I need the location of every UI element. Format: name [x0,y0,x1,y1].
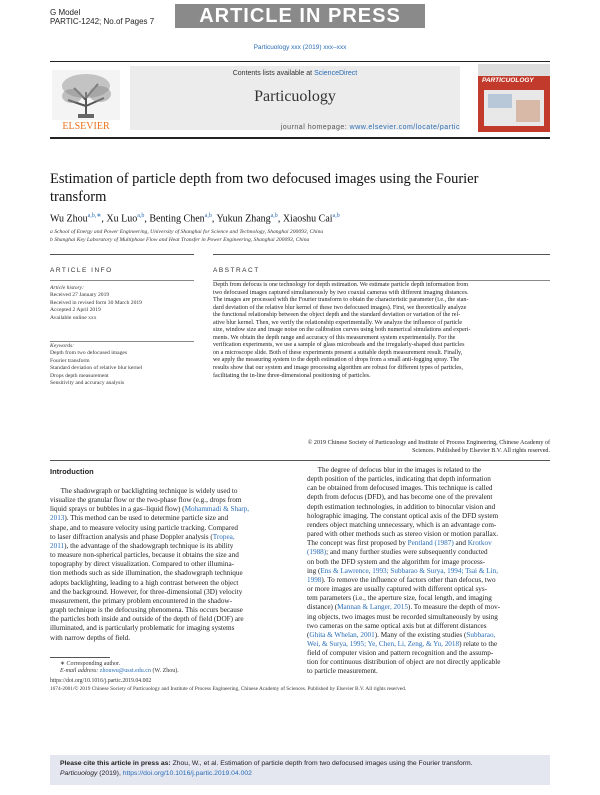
affiliation-b: b Shanghai Key Laboratory of Multiphase Flow and Heat Transfer in Power Engineering, Shanghai 200093, China [50,237,310,243]
header-rule-top [50,61,550,62]
reference-link[interactable]: (1988) [307,548,327,557]
body-line: (Ghita & Whelan, 2001). Many of the existing studies (Subbarao, [307,630,496,639]
abstract-text [213,282,550,380]
author-affiliation-marker[interactable]: a,b [204,213,212,219]
body-line: pared with other methods such as stereo vision or motion parallax. [307,530,499,539]
author-affiliation-marker[interactable]: a,b [332,213,340,219]
reference-link[interactable]: Tropea, [212,532,235,541]
article-title: Estimation of particle depth from two defocused images using the Fourier transform [50,171,479,205]
body-line: ing objects, two images must be recorded simultaneously by using [307,612,498,621]
reference-link[interactable]: 2013 [50,514,65,523]
body-line: two cameras on the same optical axis but at different distances [307,621,487,630]
abstract-line: dard deviation of the relative blur kernel of these two defocused images). First, we theoretically analyze [213,304,467,311]
body-line: to laser diffraction analysis and phase Doppler analysis (Tropea, [50,532,235,541]
cite-line-2: Particuology (2019), https://doi.org/10.1016/j.partic.2019.04.002 [60,770,252,777]
body-line: adopts backlighting, leading to a high contrast between the object [50,578,239,587]
author-affiliation-marker[interactable]: a,b,∗ [87,213,102,219]
body-line: 1998). To remove the influence of factors other than defocus, two [307,575,496,584]
body-line: or more images are usually captured with different optical sys- [307,585,488,594]
reference-link[interactable]: Wei, & Surya, 1995; Ye, Chen, Li, Zeng, & Yu, 2018 [307,639,460,648]
abstract-line: ative blur kernel. Then, we verify the relationship experimentally. We analyze the influence of particle [213,319,463,326]
keywords-block [50,343,200,387]
keyword-item: Standard deviation of relative blur kernel [50,365,143,372]
body-line: holographic imaging. The constant optical axis of the DFD system [307,511,499,520]
body-line: 2011), the advantage of the shadowgraph technique is its ability [50,541,234,550]
abstract-line: The images are processed with the Fourier transform to obtain the characteristic parameter (i.e., the stan- [213,297,469,304]
reference-link[interactable]: Ghita & Whelan, 2001 [309,630,375,639]
body-line: liquid sprays or bubbles in a gas–liquid flow) (Mohammadi & Sharp, [50,505,250,514]
article-info-heading: ARTICLE INFO [50,267,113,274]
journal-name: Particuology [254,88,336,105]
abstract-line: ments. We obtain the depth range and accuracy of this measurement system experimentally. For the [213,334,456,341]
copyright-line: Sciences. Published by Elsevier B.V. All rights reserved. [412,447,550,454]
copyright-line: © 2019 Chinese Society of Particuology and Institute of Process Engineering, Chinese Academy of [307,440,550,446]
body-line: graph technique is the defocusing phenomena. This occurs because [50,606,243,615]
body-line: and the background. However, for three-dimensional (3D) velocity [50,587,243,596]
email-link[interactable]: zhouwu@usst.edu.cn [99,668,151,674]
body-line: (1988); and many further studies were subsequently conducted [307,548,488,557]
reference-link[interactable]: Pentland (1987) [407,539,454,548]
reference-link[interactable]: Krotkov [467,539,492,548]
article-history [50,285,200,322]
introduction-heading: Introduction [50,467,94,476]
body-line: The concept was first proposed by Pentland (1987) and Krotkov [307,539,492,548]
reference-link[interactable]: 1998 [307,575,322,584]
article-code: PARTIC-1242; No.of Pages 7 [50,17,155,26]
header-rule-bottom [50,137,550,139]
keywords-label: Keywords: [50,343,75,349]
abstract-line: two defocused images captured simultaneously by two coaxial cameras with different imaging distances. [213,289,469,296]
abstract-rule-bottom [50,460,550,461]
history-revised: Received in revised form 30 March 2019 [50,299,142,306]
abstract-rule-mid [213,280,550,281]
body-line: the particles both inside and outside of the depth of field (DOF) are [50,615,244,624]
body-line: to particle measurement. [307,667,378,676]
body-line: topography by direct visualization. Compared to other illumina- [50,560,235,569]
abstract-line: on a microscope slide. Both of these experiments present a suitable depth measurement result. Finally, [213,349,463,356]
sciencedirect-link[interactable]: ScienceDirect [314,70,358,77]
body-line: can be obtained from defocused images. This technique is called [307,484,493,493]
cite-this-article-box [50,755,550,785]
body-line: on both the DFD system and the algorithm for image process- [307,557,486,566]
cover-title: PARTICUOLOGY [482,77,534,84]
abstract-heading: ABSTRACT [213,267,260,274]
body-line: depth position of the particles, indicating that depth information [307,475,491,484]
email-note: E-mail address: zhouwu@usst.edu.cn (W. Zhou). [60,668,179,674]
footnote-rule [50,657,110,658]
body-line: tion for continuous distribution of object are not directly applicable [307,658,501,667]
corresponding-author-note: ∗ Corresponding author. [60,661,121,667]
article-code-block [50,8,154,26]
reference-link[interactable]: 2011 [50,541,65,550]
body-line: The degree of defocus blur in the images is related to the [307,466,482,474]
article-in-press-banner: ARTICLE IN PRESS [175,4,425,28]
author-name: Xiaoshu Cai [282,213,333,225]
history-label: Article history: [50,285,85,291]
info-rule-mid [50,280,194,281]
author-name: Wu Zhou [50,213,88,225]
elsevier-wordmark: ELSEVIER [62,121,110,132]
body-line: The shadowgraph or backlighting technique is widely used to [50,487,238,495]
affiliation-a: a School of Energy and Power Engineering, University of Shanghai for Science and Technology, Shanghai 200093, China [50,229,324,235]
body-line: depth from defocus (DFD), and has become one of the prevalent [307,493,493,502]
history-received: Received 27 January 2019 [50,292,110,299]
reference-link[interactable]: Mohammadi & Sharp, [184,505,250,514]
journal-citation-line[interactable]: Particuology xxx (2019) xxx–xxx [253,44,347,51]
cite-line-1: Please cite this article in press as: Zhou, W., et al. Estimation of particle depth from two defocused images using the Fourier transform. [60,760,473,767]
reference-link[interactable]: Ens & Lawrence, 1993; Subbarao & Surya, 1994; Tsai & Lin, [320,566,498,575]
info-rule-top [50,254,194,255]
body-left-column [50,487,293,643]
history-online: Available online xxx [50,314,97,321]
abstract-line: size, window size and image noise on the calibration curves using both numerical simulations and experi- [213,327,471,334]
author-name: Xu Luo [106,213,138,225]
reference-link[interactable]: Mannan & Langer, 2015 [337,603,408,612]
body-right-column [307,466,550,677]
abstract-copyright [213,440,550,455]
body-line: visualize the granular flow or the two-phase flow (e.g., drops from [50,496,242,505]
journal-cover-thumbnail [478,64,550,132]
abstract-line: we apply the measuring system to the depth estimation of drops from a small anti-fogging spray. The [213,357,460,364]
keyword-item: Fourier transform [50,357,90,364]
contents-line: Contents lists available at ScienceDirect [232,70,358,77]
body-line: 2013). This method can be used to determine particle size and [50,514,229,523]
keyword-item: Sensitivity and accuracy analysis [50,380,125,387]
body-line: with narrow depths of field. [50,633,131,642]
body-line: tem parameters (i.e., the aperture size, focal length, and imaging [307,594,492,603]
info-rule-keywords [50,341,194,342]
keyword-item: Drops depth measurement [50,372,109,379]
body-line: renders object matching unnecessary, which is an advantage com- [307,520,497,529]
body-line: ing (Ens & Lawrence, 1993; Subbarao & Surya, 1994; Tsai & Lin, [307,566,498,575]
author-name: Yukun Zhang [216,213,271,225]
body-line: to measure non-spherical particles, because it obtains the size and [50,551,239,560]
author-list: Wu Zhou$^{a,b,∗}$, Xu Luo$^{a,b}$, Benting Chen$^{a,b}$, Yukun Zhang$^{a,b}$, Xiaoshu Cai$^{a,b}$ [50,213,340,225]
body-line: Wei, & Surya, 1995; Ye, Chen, Li, Zeng, & Yu, 2018) relate to the [307,639,498,648]
abstract-line: facilitating the in-line three-dimensional positioning of particles. [213,372,371,379]
journal-homepage: journal homepage: www.elsevier.com/locate/partic [280,124,460,131]
abstract-line: results show that our system and image processing algorithm are robust for different types of particles, [213,365,464,372]
body-line: field of computer vision and pattern recognition and the assump- [307,649,494,658]
abstract-rule-top [213,254,550,255]
body-line: shape, and to measure velocity using particle tracking. Compared [50,523,239,532]
body-line: depth estimation technologies, in addition to binocular vision and [307,502,496,511]
body-line: tion methods such as side illumination, the shadowgraph technique [50,569,243,578]
abstract-line: the functional relationship between the object depth and the standard deviation or variation of the rel- [213,312,461,319]
journal-homepage-link[interactable]: www.elsevier.com/locate/partic [349,124,460,131]
reference-link[interactable]: Subbarao, [466,630,496,639]
abstract-line: Depth from defocus is one technology for depth estimation. We estimate particle depth information from [213,282,469,288]
history-accepted: Accepted 2 April 2019 [50,307,101,314]
author-affiliation-marker[interactable]: a,b [270,213,278,219]
doi-link[interactable]: https://doi.org/10.1016/j.partic.2019.04.002 [50,678,152,684]
g-model-label: G Model [50,8,81,17]
abstract-line: verification experiments, we use a sample of glass microbeads and the irregularly-shaped dust particles [213,342,465,349]
author-affiliation-marker[interactable]: a,b [137,213,145,219]
cite-doi-link[interactable]: https://doi.org/10.1016/j.partic.2019.04.002 [122,770,252,777]
body-line: distance) (Mannan & Langer, 2015). To measure the depth of mov- [307,603,501,612]
body-line: measurement, the primary problem encountered in the shadow- [50,596,233,605]
keyword-item: Depth from two defocused images [50,350,128,357]
elsevier-logo [50,70,122,132]
issn-copyright-line: 1674-2001/© 2019 Chinese Society of Particuology and Institute of Process Engineering, Chinese Academy of Sciences. Published by Elsevier B.V. All rights reserved. [50,686,407,692]
body-line: illuminated, and is particularly problematic for imaging systems [50,624,235,633]
author-name: Benting Chen [149,213,205,225]
